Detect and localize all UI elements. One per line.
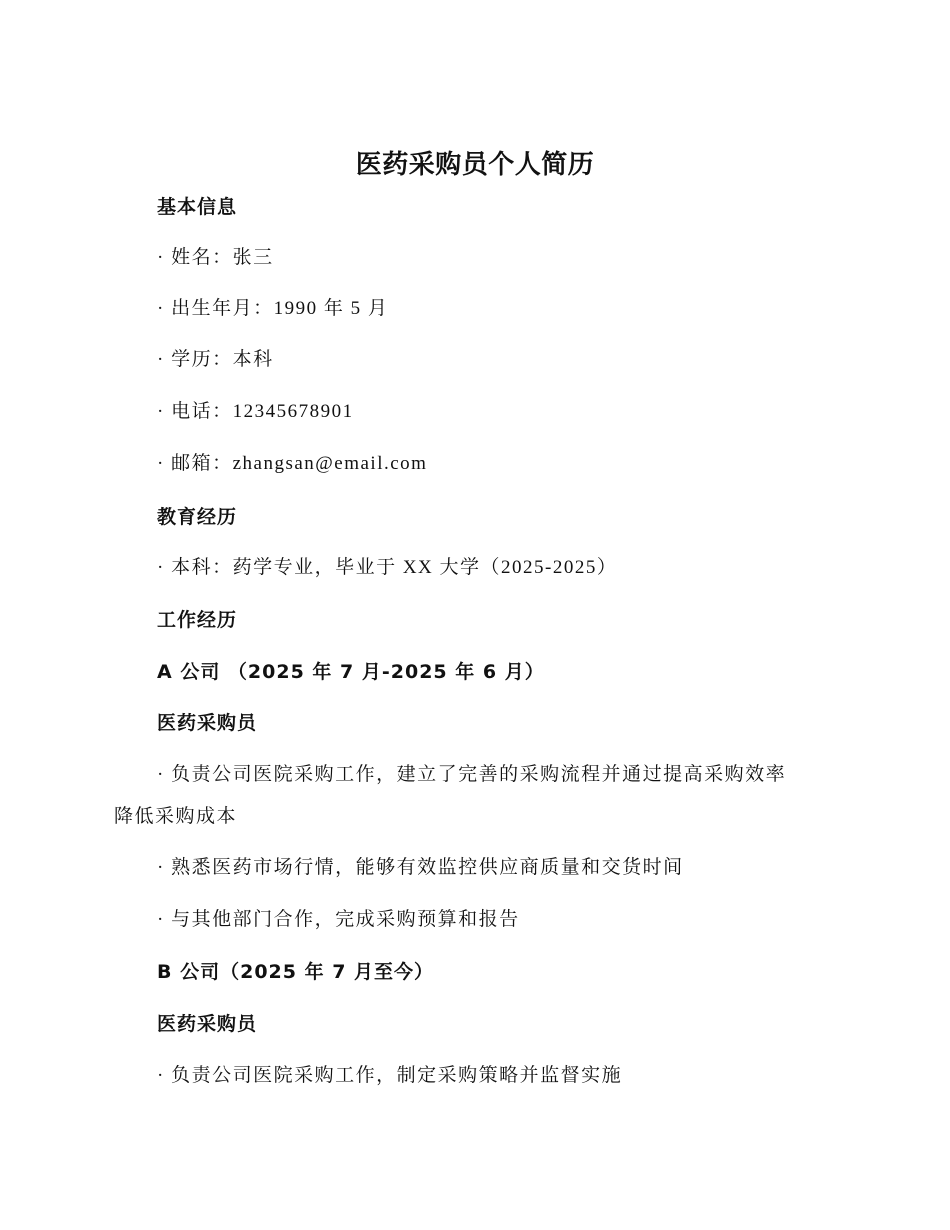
job-company-a: A 公司 （2025 年 7 月-2025 年 6 月）: [157, 661, 545, 683]
section-heading-basic-info: 基本信息: [157, 196, 238, 218]
job-b-duty-1: · 负责公司医院采购工作，制定采购策略并监督实施: [157, 1065, 623, 1086]
job-a-duty-3: · 与其他部门合作，完成采购预算和报告: [157, 909, 520, 930]
job-a-duty-1-line2: 降低采购成本: [114, 806, 238, 827]
basic-info-birth: · 出生年月：1990 年 5 月: [157, 298, 389, 319]
section-heading-work: 工作经历: [157, 609, 238, 631]
job-company-b: B 公司（2025 年 7 月至今）: [157, 961, 435, 983]
job-a-duty-1-line1: · 负责公司医院采购工作，建立了完善的采购流程并通过提高采购效率: [157, 764, 787, 785]
section-heading-education: 教育经历: [157, 506, 238, 528]
basic-info-phone: · 电话：12345678901: [157, 401, 354, 422]
page-title: 医药采购员个人简历: [355, 150, 595, 180]
job-a-duty-2: · 熟悉医药市场行情，能够有效监控供应商质量和交货时间: [157, 857, 684, 878]
basic-info-education-level: · 学历：本科: [157, 349, 274, 370]
basic-info-name: · 姓名：张三: [157, 247, 274, 268]
job-position-a: 医药采购员: [157, 712, 258, 734]
education-item: · 本科：药学专业，毕业于 XX 大学（2025-2025）: [157, 557, 618, 578]
job-position-b: 医药采购员: [157, 1013, 258, 1035]
basic-info-email: · 邮箱：zhangsan@email.com: [157, 453, 428, 474]
job-a-duty-1: [114, 761, 787, 831]
